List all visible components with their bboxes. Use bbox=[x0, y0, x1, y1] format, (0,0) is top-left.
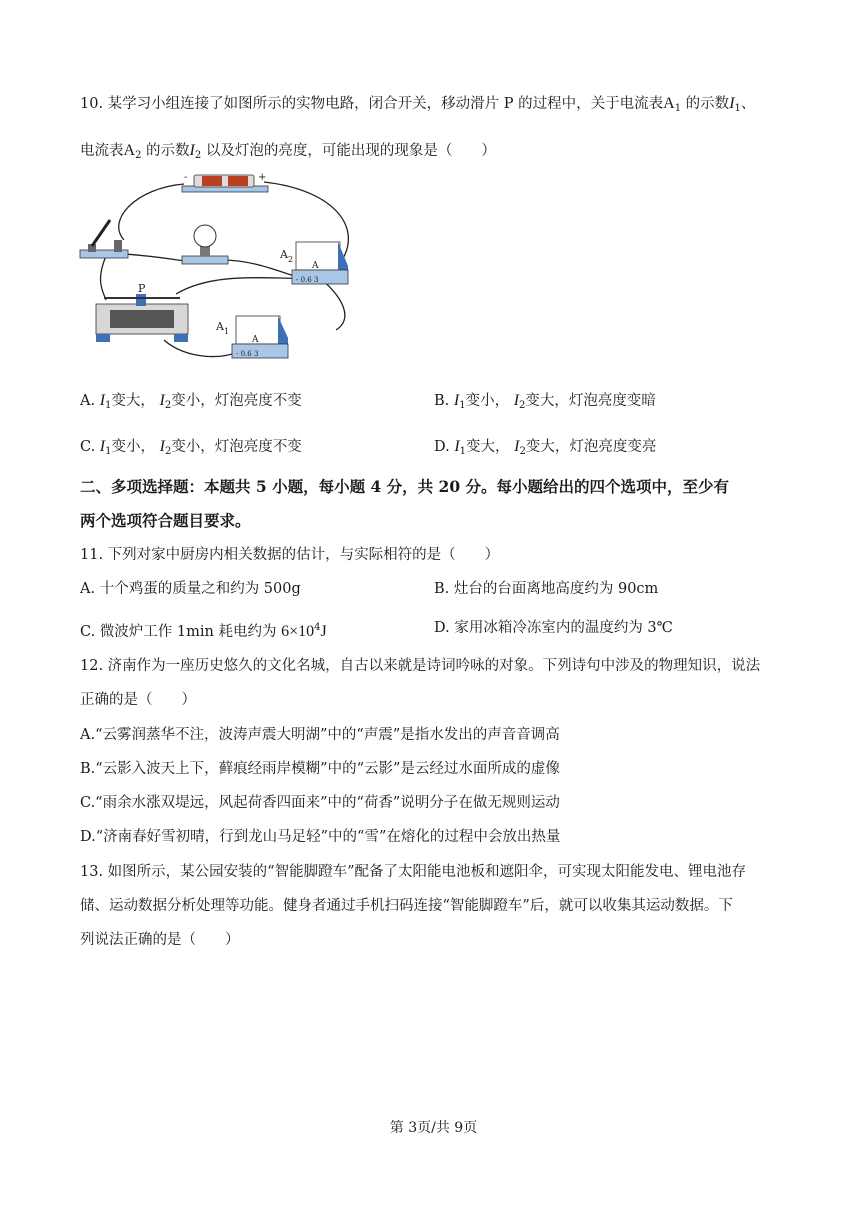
circuit-figure bbox=[76, 170, 366, 370]
svg-text:A: A bbox=[280, 248, 288, 261]
q11-option-b[interactable]: B. 灶台的台面离地高度约为 90cm bbox=[434, 581, 659, 597]
q11-option-a[interactable]: A. 十个鸡蛋的质量之和约为 500g bbox=[80, 581, 301, 597]
svg-text:A: A bbox=[216, 320, 224, 333]
q12-stem-line1: 12. 济南作为一座历史悠久的文化名城，自古以来就是诗词吟咏的对象。下列诗句中涉及的物理知识，说法 bbox=[80, 658, 761, 674]
section2-heading-line1: 二、多项选择题：本题共 5 小题，每小题 4 分，共 20 分。每小题给出的四个选项中，至少有 bbox=[80, 477, 730, 496]
svg-text:- 0.6 3: - 0.6 3 bbox=[296, 276, 319, 284]
rheostat bbox=[96, 282, 188, 342]
bulb bbox=[182, 225, 228, 264]
page-footer: 第 3页/共 9页 bbox=[389, 1120, 478, 1136]
svg-text:A: A bbox=[312, 261, 319, 271]
q12-option-b[interactable]: B.“云影入波天上下，藓痕经雨岸模糊”中的“云影”是云经过水面所成的虚像 bbox=[80, 761, 560, 777]
q10-stem-line1: 10. 某学习小组连接了如图所示的实物电路，闭合开关，移动滑片 P 的过程中，关于电流表$A_1$ 的示数$I_1$、 bbox=[80, 95, 756, 114]
q10-stem-line2: 电流表$A_2$ 的示数$I_2$ 以及灯泡的亮度，可能出现的现象是（ ） bbox=[80, 142, 496, 161]
q13-stem-line3: 列说法正确的是（ ） bbox=[80, 932, 240, 948]
q12-option-d[interactable]: D.“济南春好雪初晴，行到龙山马足轻”中的“雪”在熔化的过程中会放出热量 bbox=[80, 829, 561, 845]
q10-option-c[interactable]: C. $I_1$变小， $I_2$变小，灯泡亮度不变 bbox=[80, 438, 302, 457]
q13-stem-line1: 13. 如图所示，某公园安装的“智能脚蹬车”配备了太阳能电池板和遮阳伞，可实现太阳能发电、锂电池存 bbox=[80, 864, 746, 880]
svg-text:A: A bbox=[252, 335, 259, 345]
svg-text:+: + bbox=[258, 172, 267, 183]
q10-option-a[interactable]: A. $I_1$变大， $I_2$变小，灯泡亮度不变 bbox=[80, 392, 302, 411]
battery bbox=[182, 172, 268, 192]
svg-text:1: 1 bbox=[224, 327, 230, 336]
svg-text:2: 2 bbox=[288, 255, 294, 264]
q11-stem: 11. 下列对家中厨房内相关数据的估计，与实际相符的是（ ） bbox=[80, 547, 500, 563]
q12-option-c[interactable]: C.“雨余水涨双堤远，风起荷香四面来”中的“荷香”说明分子在做无规则运动 bbox=[80, 795, 560, 811]
ammeter-a1 bbox=[215, 316, 288, 358]
svg-text:- 0.6 3: - 0.6 3 bbox=[236, 350, 259, 358]
svg-text:-: - bbox=[184, 172, 188, 183]
q10-option-d[interactable]: D. $I_1$变大， $I_2$变大，灯泡亮度变亮 bbox=[434, 438, 657, 457]
q11-option-d[interactable]: D. 家用冰箱冷冻室内的温度约为 3℃ bbox=[434, 620, 673, 636]
svg-text:P: P bbox=[138, 282, 146, 295]
q11-option-c[interactable]: C. 微波炉工作 1min 耗电约为 $6\times 10^4J$ bbox=[80, 622, 327, 640]
section2-heading-line2: 两个选项符合题目要求。 bbox=[80, 511, 251, 530]
switch bbox=[80, 220, 128, 258]
q12-stem-line2: 正确的是（ ） bbox=[80, 692, 196, 708]
q10-option-b[interactable]: B. $I_1$变小， $I_2$变大，灯泡亮度变暗 bbox=[434, 392, 656, 411]
q13-stem-line2: 储、运动数据分析处理等功能。健身者通过手机扫码连接“智能脚蹬车”后，就可以收集其运动数据。下 bbox=[80, 898, 733, 914]
q12-option-a[interactable]: A.“云雾润蒸华不注，波涛声震大明湖”中的“声震”是指水发出的声音音调高 bbox=[80, 727, 560, 743]
